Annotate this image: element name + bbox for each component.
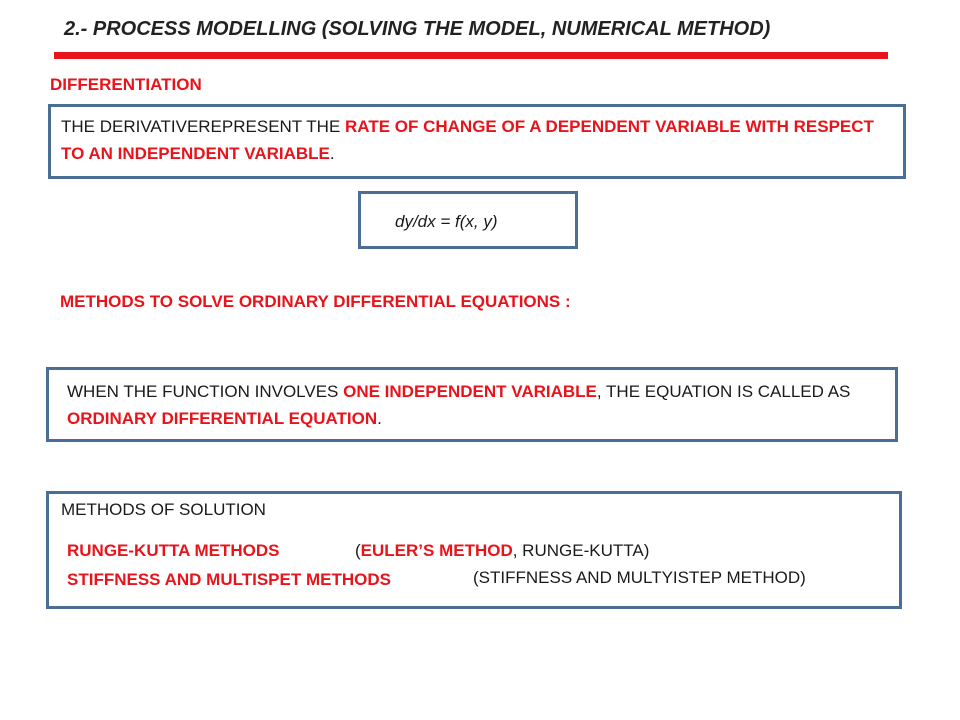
derivative-definition-box (48, 104, 906, 179)
ode-methods-heading: METHODS TO SOLVE ORDINARY DIFFERENTIAL EQUATIONS : (60, 292, 571, 311)
page-title: 2.- PROCESS MODELLING (SOLVING THE MODEL, NUMERICAL METHOD) (64, 18, 771, 40)
ode-definition-text (67, 378, 867, 432)
ode-part1: WHEN THE FUNCTION INVOLVES (67, 382, 344, 401)
ode-highlight-ode: ORDINARY DIFFERENTIAL EQUATION (67, 409, 378, 428)
differentiation-heading: DIFFERENTIATION (50, 75, 202, 94)
definition-prefix: THE DERIVATIVEREPRESENT THE (61, 117, 346, 136)
runge-kutta-methods-label: RUNGE-KUTTA METHODS (67, 541, 280, 560)
runge-kutta-detail-rest: , RUNGE-KUTTA) (512, 541, 650, 560)
methods-of-solution-box (46, 491, 902, 609)
stiffness-detail: (STIFFNESS AND MULTYISTEP METHOD) (473, 568, 806, 587)
definition-highlight: RATE OF CHANGE OF A DEPENDENT VARIABLE WITH RESPECT TO AN INDEPENDENT VARIABLE (61, 117, 874, 163)
title-underline (54, 52, 888, 59)
definition-suffix: . (329, 144, 335, 163)
ode-highlight-independent: ONE INDEPENDENT VARIABLE (343, 382, 597, 401)
eulers-method-highlight: EULER’S METHOD (360, 541, 513, 560)
ode-part2: , THE EQUATION IS CALLED AS (596, 382, 851, 401)
ode-definition-box (46, 367, 898, 442)
derivative-definition-text (61, 113, 897, 167)
formula-text: dy/dx = f(x, y) (395, 212, 498, 231)
formula-box (358, 191, 578, 249)
runge-kutta-detail (355, 541, 649, 561)
methods-of-solution-heading: METHODS OF SOLUTION (61, 500, 266, 519)
runge-kutta-detail-open: ( (355, 541, 361, 560)
stiffness-methods-label: STIFFNESS AND MULTISPET METHODS (67, 570, 391, 589)
ode-part3: . (377, 409, 382, 428)
